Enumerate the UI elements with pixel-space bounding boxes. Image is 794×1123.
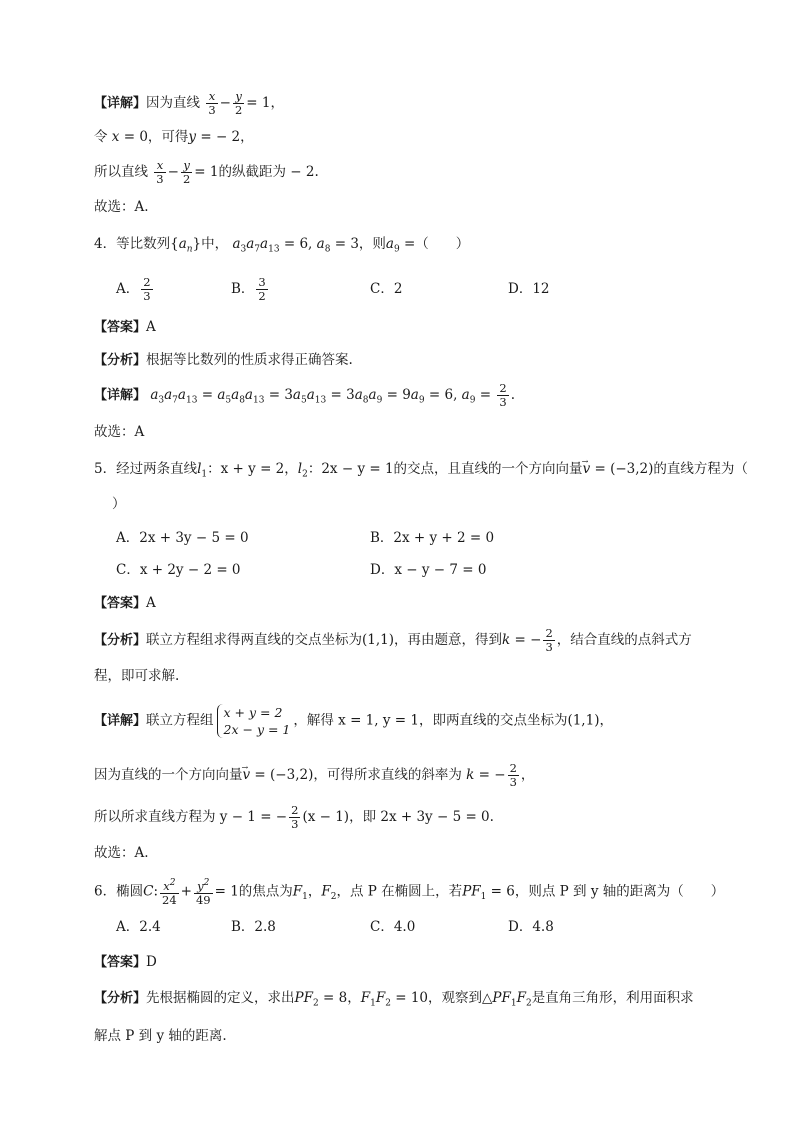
q5-question-line-1: 5．经过两条直线$l_1$：x + y = 2，$l_2$：2x − y = 1的交点，且直线的一个方向向量→ v = (−3,2)的直线方程为（	[94, 459, 748, 485]
q4-option-d[interactable]: D．12	[508, 281, 550, 297]
q5-option-b[interactable]: B．2x + y + 2 = 0	[370, 530, 495, 546]
q5-option-d[interactable]: D．x − y − 7 = 0	[370, 562, 487, 578]
q4-conclusion: 故选：A	[94, 424, 145, 440]
q5-option-c[interactable]: C．x + 2y − 2 = 0	[116, 562, 241, 578]
q4-detail: 【详解】 $a_3a_7a_{13} = a_5a_8a_{13} = 3a_5a_{13} = 3a_8a_9 = 9a_9 = 6$, $a_9$ = $\frac{2}{3}$ .	[94, 381, 515, 409]
q6-option-d[interactable]: D．4.8	[508, 919, 554, 935]
equation-system: x + y = 2 2x − y = 1	[217, 704, 291, 738]
q5-conclusion: 故选：A.	[94, 845, 149, 861]
q4-answer: 【答案】A	[94, 319, 156, 335]
fraction: $\frac{2}{3}$	[545, 626, 553, 654]
fraction: $\frac{x^2}{24}$	[162, 878, 177, 907]
fraction: $\frac{3}{2}$	[258, 275, 266, 303]
q5-detail-line-2: 因为直线的一个方向向量→ v = (−3,2)，可得所求直线的斜率为 k = − $\frac{2}{3}$ ，	[94, 762, 534, 789]
q4-option-c[interactable]: C．2	[370, 281, 403, 297]
q4-question: 4．等比数列$\{a_n\}$中， $a_3a_7a_{13} = 6$, $a_8 = 3$，则$a_9$ =（ ）	[94, 236, 470, 255]
detail-tag: 【详解】	[94, 96, 147, 111]
fraction: $\frac{2}{3}$	[143, 275, 151, 303]
fraction: $\frac{x}{3}$	[208, 89, 216, 117]
q6-analysis-line-1: 【分析】先根据椭圆的定义，求出$PF_2 = 8$，$F_1F_2 = 10$，观察到$\triangle PF_1F_2$是直角三角形，利用面积求	[94, 990, 694, 1009]
fraction: $\frac{y^2}{49}$	[195, 878, 211, 907]
q5-answer: 【答案】A	[94, 595, 156, 611]
q5-analysis-line-1: 【分析】联立方程组求得两直线的交点坐标为(1,1)，再由题意，得到k = − $\frac{2}{3}$ ，结合直线的点斜式方	[94, 626, 692, 654]
vector-v: → v	[583, 461, 591, 477]
q3-detail-line-2: 令 x = 0，可得y = − 2，	[94, 129, 254, 145]
fraction: $\frac{2}{3}$	[291, 803, 299, 831]
q3-detail-line-1: 【详解】因为直线 $\frac{x}{3}$ − $\frac{y}{2}$ = 1，	[94, 89, 284, 117]
q5-analysis-line-2: 程，即可求解.	[94, 668, 180, 684]
q6-option-c[interactable]: C．4.0	[370, 919, 416, 935]
q6-option-a[interactable]: A．2.4	[116, 919, 161, 935]
q3-detail-line-3: 所以直线 $\frac{x}{3}$ − $\frac{y}{2}$ = 1的纵截距为 − 2.	[94, 158, 319, 186]
q6-answer: 【答案】D	[94, 954, 157, 970]
fraction: $\frac{x}{3}$	[156, 158, 164, 186]
fraction: $\frac{y}{2}$	[182, 158, 191, 186]
q6-question: 6．椭圆C: $\frac{x^2}{24}$ + $\frac{y^2}{49}$ = 1的焦点为$F_1$，$F_2$，点 P 在椭圆上，若$PF_1 = 6$，则点 P 到 y 轴的距离为（ ）	[94, 878, 725, 907]
q4-option-b[interactable]: B． $\frac{3}{2}$	[231, 275, 266, 303]
q4-option-a[interactable]: A． $\frac{2}{3}$	[116, 275, 151, 303]
fraction: $\frac{2}{3}$	[499, 381, 507, 409]
q6-analysis-line-2: 解点 P 到 y 轴的距离.	[94, 1028, 227, 1044]
q3-conclusion: 故选：A.	[94, 199, 149, 215]
vector-v: → v	[243, 767, 251, 783]
q5-detail-line-3: 所以所求直线方程为 y − 1 = − $\frac{2}{3}$ (x − 1)，即 2x + 3y − 5 = 0.	[94, 803, 494, 831]
q6-option-b[interactable]: B．2.8	[231, 919, 276, 935]
q5-option-a[interactable]: A．2x + 3y − 5 = 0	[116, 530, 249, 546]
fraction: $\frac{y}{2}$	[234, 89, 243, 117]
fraction: $\frac{2}{3}$	[509, 761, 517, 789]
q5-detail-line-1: 【详解】联立方程组 x + y = 2 2x − y = 1 ，解得 x = 1, y = 1，即两直线的交点坐标为(1,1)，	[94, 705, 613, 737]
q4-analysis: 【分析】根据等比数列的性质求得正确答案.	[94, 352, 353, 368]
q5-question-line-2: ）	[112, 496, 126, 512]
